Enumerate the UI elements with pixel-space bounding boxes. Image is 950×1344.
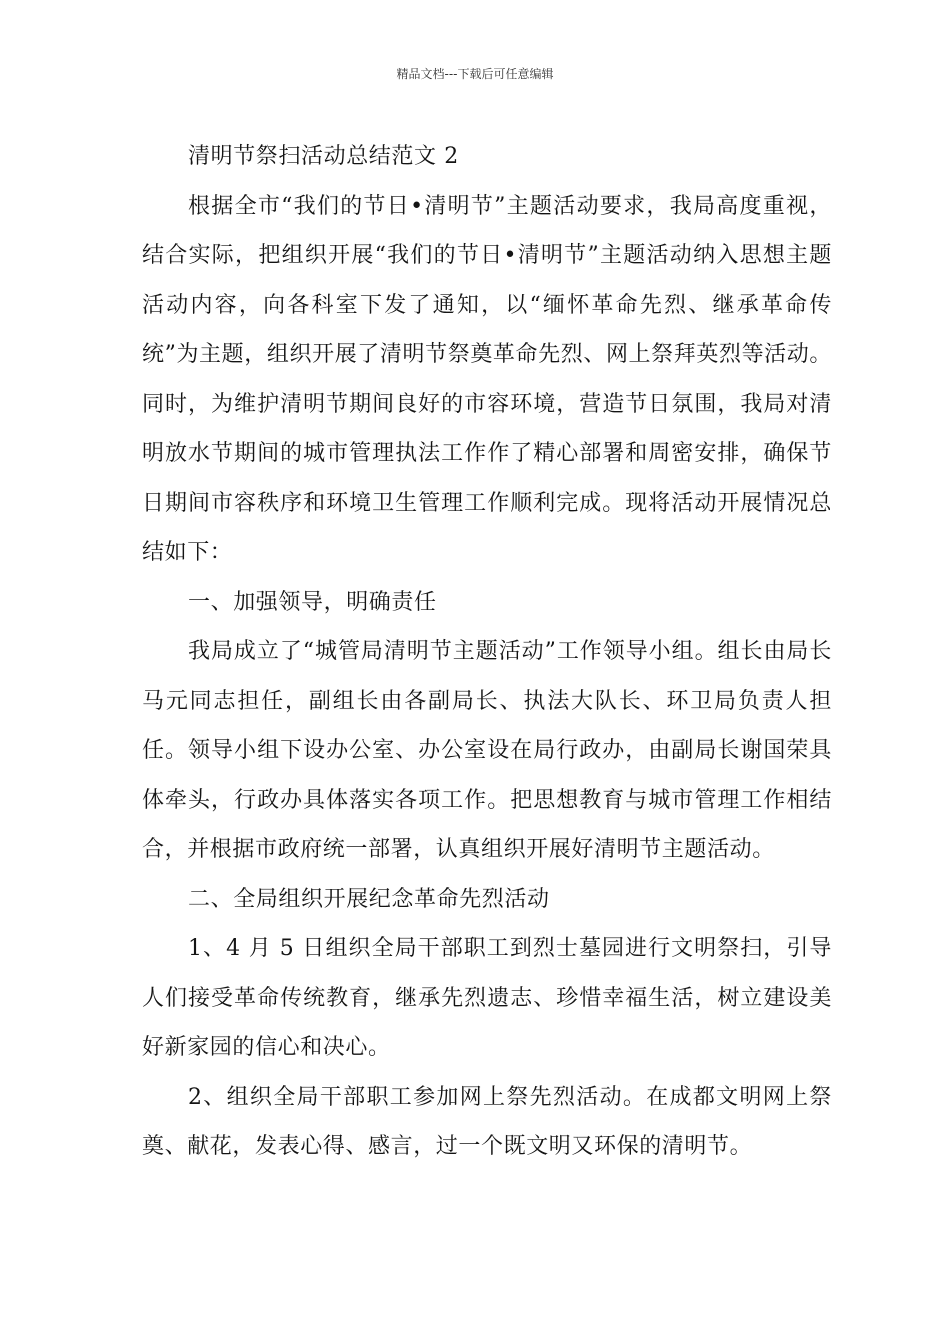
paragraph-item-1: 1、4 月 5 日组织全局干部职工到烈士墓园进行文明祭扫，引导人们接受革命传统教育，继承先烈遗志、珍惜幸福生活，树立建设美好新家园的信心和决心。 <box>142 936 832 1060</box>
document-title: 清明节祭扫活动总结范文 2 <box>188 144 459 169</box>
paragraph-intro: 根据全市“我们的节日•清明节”主题活动要求，我局高度重视，结合实际，把组织开展“我们的节日•清明节”主题活动纳入思想主题活动内容，向各科室下发了通知，以“缅怀革命先烈、继承革命传统”为主题，组织开展了清明节祭奠革命先烈、网上祭拜英烈等活动。同时，为维护清明节期间良好的市容环境，营造节日氛围，我局对清明放水节期间的城市管理执法工作作了精心部署和周密安排，确保节日期间市容秩序和环境卫生管理工作顺利完成。现将活动开展情况总结如下： <box>142 193 832 565</box>
document-body <box>142 132 832 1172</box>
section-heading-1: 一、加强领导，明确责任 <box>188 589 437 615</box>
paragraph-item-2: 2、组织全局干部职工参加网上祭先烈活动。在成都文明网上祭奠、献花，发表心得、感言，过一个既文明又环保的清明节。 <box>142 1084 832 1159</box>
page-header: 精品文档---下载后可任意编辑 <box>396 67 554 81</box>
section-heading-2: 二、全局组织开展纪念革命先烈活动 <box>188 886 550 912</box>
paragraph-section-1: 我局成立了“城管局清明节主题活动”工作领导小组。组长由局长马元同志担任，副组长由各副局长、执法大队长、环卫局负责人担任。领导小组下设办公室、办公室设在局行政办，由副局长谢国荣具体牵头，行政办具体落实各项工作。把思想教育与城市管理工作相结合，并根据市政府统一部署，认真组织开展好清明节主题活动。 <box>142 639 832 862</box>
